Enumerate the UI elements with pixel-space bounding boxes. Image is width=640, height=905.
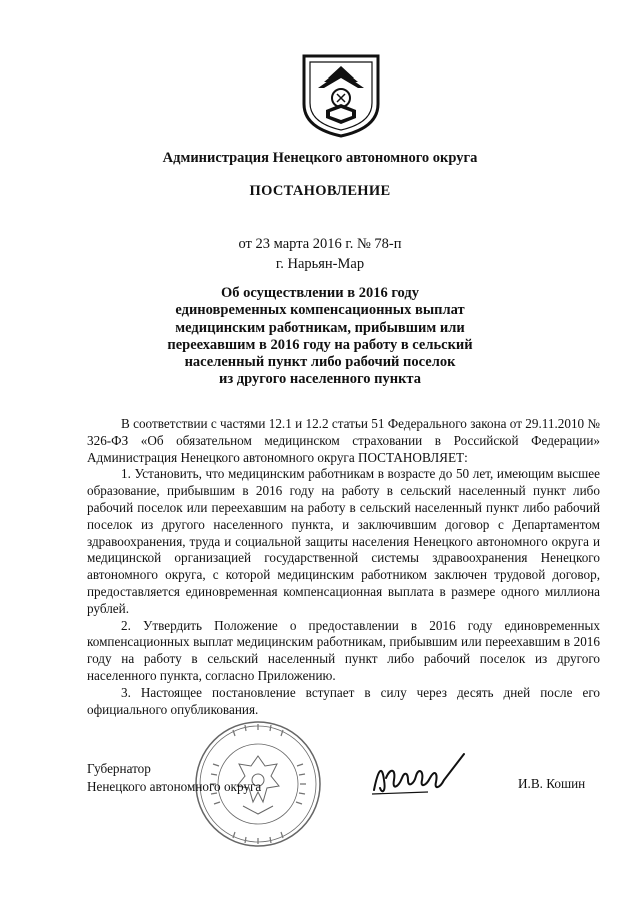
signatory-name: И.В. Кошин — [518, 776, 586, 791]
title-line: Об осуществлении в 2016 году — [221, 285, 419, 301]
document-title — [0, 285, 640, 389]
handwritten-signature — [368, 750, 468, 800]
city-line: г. Нарьян-Мар — [275, 256, 365, 272]
body-paragraph-preamble: В соответствии с частями 12.1 и 12.2 статьи 51 Федерального закона от 29.11.2010 № 326-ФЗ «Об обязательном медицинском страховании в Российской Федерации» Администрация Ненецкого автономного округа ПОСТАНОВЛЯЕТ: — [87, 416, 601, 465]
date-number-line: от 23 марта 2016 г. № 78-п — [238, 236, 402, 252]
document-type: ПОСТАНОВЛЕНИЕ — [249, 183, 391, 199]
title-line: населенный пункт либо рабочий поселок — [184, 354, 456, 371]
title-line: медицинским работникам, прибывшим или — [175, 319, 465, 336]
body-paragraph-3: 3. Настоящее постановление вступает в силу через десять дней после его официального опубликования. — [87, 684, 600, 717]
title-line: переехавшим в 2016 году на работу в сельский — [167, 336, 473, 353]
organization-name: Администрация Ненецкого автономного округа — [162, 150, 478, 166]
title-line: единовременных компенсационных выплат — [175, 302, 465, 319]
signatory-position — [87, 760, 261, 796]
body-paragraph-2: 2. Утвердить Положение о предоставлении в 2016 году единовременных компенсационных выплат медицинским работникам, прибывшим или переехавшим в 2016 году на работу в сельский населенный пункт либо рабочий поселок из другого населенного пункта, согласно Приложению. — [87, 617, 600, 683]
position-region: Ненецкого автономного округа — [87, 779, 262, 794]
title-line: из другого населенного пункта — [219, 371, 421, 388]
coat-of-arms-icon — [296, 48, 386, 140]
body-paragraph-1: 1. Установить, что медицинским работникам в возрасте до 50 лет, имеющим высшее образование, прибывшим в 2016 году на работу в сельский населенный пункт либо рабочий поселок или переехавшим на работу в сельский населенный пункт либо рабочий поселок из другого населенного пункта, и заключившим договор с Департаментом здравоохранения, труда и социальной защиты населения Ненецкого автономного округа и медицинской организацией государственной системы здравоохранения Ненецкого автономного округа, с которой медицинским работником заключен трудовой договор, предоставляется единовременная компенсационная выплата в размере одного миллиона рублей. — [87, 466, 600, 616]
document-body — [87, 416, 600, 718]
position-title: Губернатор — [87, 761, 151, 776]
